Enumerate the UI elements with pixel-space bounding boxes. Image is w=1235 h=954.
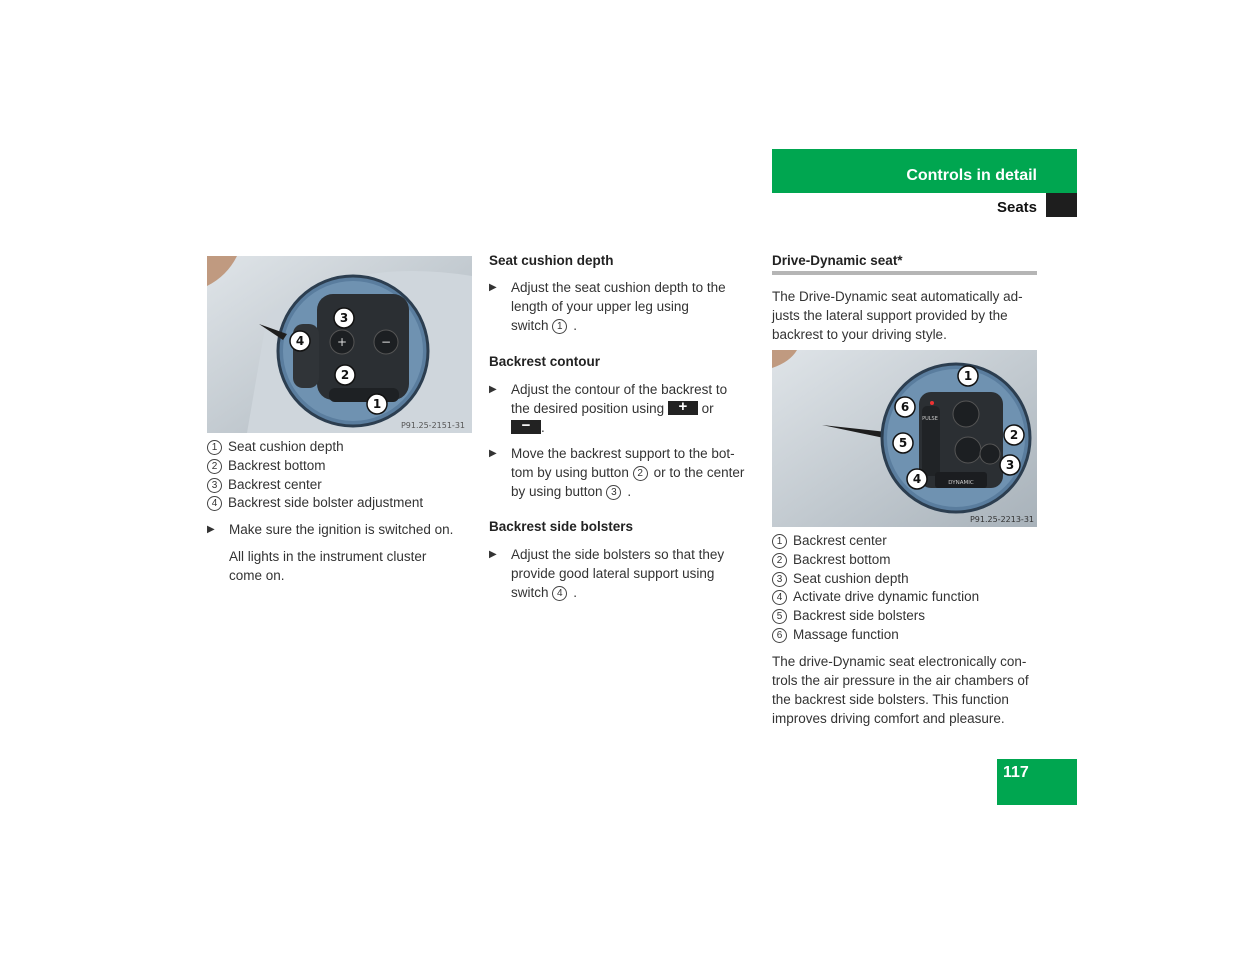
callout-1: 1 <box>372 397 382 411</box>
callout-1: 1 <box>963 369 973 383</box>
legend-item: 3 Seat cushion depth <box>772 570 1037 589</box>
callout-6: 6 <box>900 400 910 414</box>
instruction-cushion: Adjust the seat cushion depth to the length of your upper leg using switch 1 . <box>511 280 726 333</box>
instruction-support: Move the backrest support to the bot- tom by using button 2 or to the center by using button 3 . <box>511 446 745 499</box>
legend-item: 2 Backrest bottom <box>772 551 1037 570</box>
svg-text:−: − <box>380 335 392 349</box>
callout-3: 3 <box>339 311 349 325</box>
minus-key-icon: − <box>511 420 541 434</box>
figure2-legend <box>772 532 1037 645</box>
plus-key-icon: + <box>668 401 698 415</box>
bullet-icon: ▶ <box>489 448 497 459</box>
callout-3: 3 <box>1005 458 1015 472</box>
legend-item: 3 Backrest center <box>207 476 472 495</box>
ignition-step: Make sure the ignition is switched on. <box>229 522 454 537</box>
legend-item: 4 Activate drive dynamic function <box>772 588 1037 607</box>
svg-text:+: + <box>336 335 348 349</box>
drive-dynamic-closing: The drive-Dynamic seat electronically con- trols the air pressure in the air chambers of the backrest side bolsters. This function improves driving comfort and pleasure. <box>772 654 1029 726</box>
callout-2: 2 <box>340 368 350 382</box>
header-marker <box>1046 193 1077 217</box>
heading-drive-dynamic: Drive-Dynamic seat* <box>772 253 903 268</box>
figure1-legend <box>207 438 472 513</box>
callout-4: 4 <box>912 472 922 486</box>
legend-item: 6 Massage function <box>772 626 1037 645</box>
bullet-icon: ▶ <box>489 282 497 293</box>
subsection-title: Seats <box>996 199 1037 216</box>
legend-item: 2 Backrest bottom <box>207 457 472 476</box>
callout-4: 4 <box>295 334 305 348</box>
drive-dynamic-photo <box>772 350 1037 527</box>
callout-2: 2 <box>1009 428 1019 442</box>
instruction-contour-cont: − . <box>511 418 545 437</box>
seat-switch-photo <box>207 256 472 433</box>
callout-5: 5 <box>898 436 908 450</box>
figure2-code: P91.25-2213-31 <box>969 515 1034 524</box>
heading-rule <box>772 271 1037 275</box>
bullet-icon: ▶ <box>207 524 215 535</box>
heading-side-bolsters: Backrest side bolsters <box>489 519 634 534</box>
legend-item: 4 Backrest side bolster adjustment <box>207 494 472 513</box>
legend-item: 5 Backrest side bolsters <box>772 607 1037 626</box>
page-number: 117 <box>1003 764 1029 781</box>
legend-item: 1 Seat cushion depth <box>207 438 472 457</box>
result-line: come on. <box>229 568 285 583</box>
section-title: Controls in detail <box>906 167 1037 184</box>
bullet-icon: ▶ <box>489 549 497 560</box>
figure1-code: P91.25-2151-31 <box>400 421 465 430</box>
instruction-bolsters: Adjust the side bolsters so that they provide good lateral support using switch 4 . <box>511 547 725 600</box>
dynamic-label: DYNAMIC <box>948 480 974 486</box>
bullet-icon: ▶ <box>489 384 497 395</box>
legend-item: 1 Backrest center <box>772 532 1037 551</box>
pulse-label: PULSE <box>922 416 938 422</box>
result-line: All lights in the instrument cluster <box>229 549 427 564</box>
drive-dynamic-intro: The Drive-Dynamic seat automatically ad- justs the lateral support provided by the backrest to your driving style. <box>772 289 1023 342</box>
heading-backrest-contour: Backrest contour <box>489 354 601 369</box>
instruction-contour: Adjust the contour of the backrest to the desired position using + or <box>511 382 728 416</box>
heading-seat-cushion-depth: Seat cushion depth <box>489 253 614 268</box>
